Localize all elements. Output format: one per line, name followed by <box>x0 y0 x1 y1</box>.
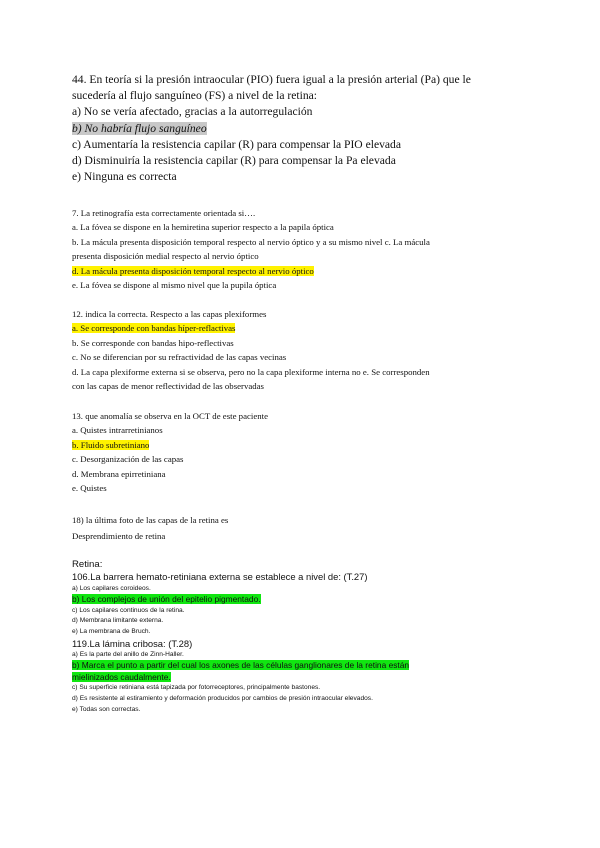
highlighted-answer: a. Se corresponde con bandas híper-reflactivas <box>72 323 236 334</box>
highlighted-answer: mielinizados caudalmente. <box>72 671 171 682</box>
option-c: c) Su superficie retiniana está tapizada por fotorreceptores, principalmente bastones. <box>72 684 321 692</box>
question-stem: 18) la última foto de las capas de la retina es <box>72 515 229 525</box>
question-12 <box>72 307 552 393</box>
option-b <box>72 594 552 605</box>
option-e: e) Todas son correctas. <box>72 705 141 713</box>
option-c: c) Aumentaría la resistencia capilar (R) para compensar la PIO elevada <box>72 137 401 151</box>
option-a: a) Es la parte del anillo de Zinn-Haller. <box>72 650 184 658</box>
question-18 <box>72 513 552 544</box>
option-a: a) No se vería afectado, gracias a la autorregulación <box>72 105 313 119</box>
section-heading: Retina: <box>72 559 103 570</box>
option-b: b. Se corresponde con bandas hipo-reflectivas <box>72 337 234 348</box>
answer-text: Desprendimiento de retina <box>72 530 166 541</box>
option-c: c. No se diferencian por su refractividad de las capas vecinas <box>72 352 287 363</box>
option-d: d) Es resistente al estiramiento y deformación producidos por cambios de presión intraocular elevados. <box>72 694 373 702</box>
highlighted-answer: b. Fluido subretiniano <box>72 439 150 450</box>
option-c: presenta disposición medial respecto al nervio óptico <box>72 251 259 262</box>
highlighted-answer: b) No habría flujo sanguíneo <box>72 121 207 135</box>
option-b <box>72 660 552 671</box>
option-b <box>72 438 552 452</box>
question-13 <box>72 409 552 495</box>
option-e: e) La membrana de Bruch. <box>72 628 151 636</box>
option-d: d) Disminuiría la resistencia capilar (R) para compensar la Pa elevada <box>72 153 396 167</box>
option-a: a. La fóvea se dispone en la hemiretina superior respecto a la papila óptica <box>72 222 334 233</box>
question-44 <box>72 72 552 185</box>
option-e: e. Quistes <box>72 483 107 494</box>
question-106-stem: 106.La barrera hemato-retiniana externa se establece a nivel de: (T.27) <box>72 571 368 582</box>
retina-section <box>72 558 552 715</box>
question-7 <box>72 206 552 292</box>
option-a <box>72 321 552 335</box>
option-a: a. Quistes intrarretinianos <box>72 425 163 436</box>
question-stem: 12. indica la correcta. Respecto a las capas plexiformes <box>72 309 267 319</box>
highlighted-answer: d. La mácula presenta disposición temporal respecto al nervio óptico <box>72 265 314 276</box>
option-c: c. Desorganización de las capas <box>72 454 184 465</box>
option-e: e) Ninguna es correcta <box>72 170 177 184</box>
question-stem: 13. que anomalía se observa en la OCT de este paciente <box>72 411 268 421</box>
question-119-stem: 119.La lámina cribosa: (T.28) <box>72 637 193 649</box>
option-d: d) Membrana limitante externa. <box>72 617 164 625</box>
highlighted-answer: b) Marca el punto a partir del cual los axones de las células ganglionares de la retina están <box>72 660 410 671</box>
option-b: b. La mácula presenta disposición temporal respecto al nervio óptico y a su mismo nivel c. La mácula <box>72 236 430 247</box>
option-c: c) Los capilares continuos de la retina. <box>72 606 185 614</box>
option-e: e. La fóvea se dispone al mismo nivel que la pupila óptica <box>72 280 277 291</box>
question-stem: 44. En teoría si la presión intraocular (PIO) fuera igual a la presión arterial (Pa) que le <box>72 73 471 86</box>
option-a: a) Los capilares coroideos. <box>72 584 151 592</box>
question-stem: sucedería al flujo sanguíneo (FS) a nivel de la retina: <box>72 89 317 103</box>
option-e: con las capas de menor reflectividad de las observadas <box>72 381 264 392</box>
option-d: d. La capa plexiforme externa si se observa, pero no la capa plexiforme interna no e. Se corresponden <box>72 366 430 377</box>
option-d: d. Membrana epirretiniana <box>72 468 166 479</box>
question-stem: 7. La retinografía esta correctamente orientada si…. <box>72 208 256 218</box>
option-b <box>72 121 552 137</box>
option-d <box>72 264 552 278</box>
option-b-continued <box>72 672 552 683</box>
highlighted-answer: b) Los complejos de unión del epitelio pigmentado. <box>72 594 261 605</box>
